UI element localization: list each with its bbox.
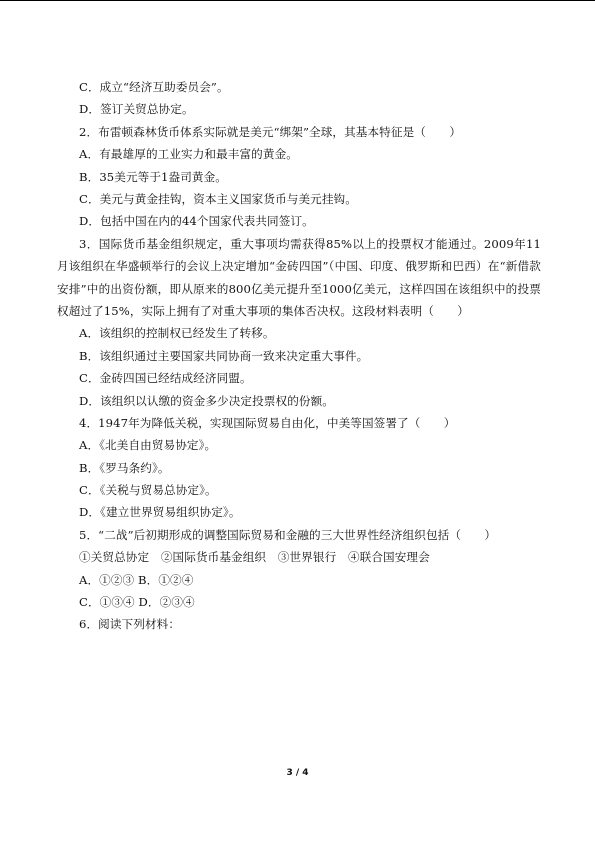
document-body xyxy=(57,76,541,636)
option-line: C．美元与黄金挂钩，资本主义国家货币与美元挂钩。 xyxy=(79,191,357,206)
option-line: B．35美元等于1盎司黄金。 xyxy=(79,169,227,184)
option-line: B．《罗马条约》。 xyxy=(79,460,170,475)
top-rule xyxy=(0,0,595,1)
question-6: 6．阅读下列材料： xyxy=(79,617,181,632)
question-2: 2．布雷顿森林货币体系实际就是美元“绑架”全球，其基本特征是（ ） xyxy=(79,124,462,139)
option-line: D．签订关贸总协定。 xyxy=(79,102,194,117)
option-line: C．《关税与贸易总协定》。 xyxy=(79,483,217,498)
option-line: A．①②③ B．①②④ xyxy=(79,572,194,587)
option-line: B．该组织通过主要国家共同协商一致来决定重大事件。 xyxy=(79,348,369,363)
option-line: D．《建立世界贸易组织协定》。 xyxy=(79,505,241,520)
option-line: C．金砖四国已经结成经济同盟。 xyxy=(79,371,252,386)
option-line: D．该组织以认缴的资金多少决定投票权的份额。 xyxy=(79,393,334,408)
question-4: 4．1947年为降低关税，实现国际贸易自由化，中美等国签署了（ ） xyxy=(79,415,456,430)
question-3: 3．国际货币基金组织规定，重大事项均需获得85%以上的投票权才能通过。2009年11月该组织在华盛顿举行的会议上决定增加“金砖四国”（中国、印度、俄罗斯和巴西）在“新借款安排”中的出资份额，即从原来的800亿美元提升至1000亿美元，这样四国在该组织中的投票权超过了15%，实际上拥有了对重大事项的集体否决权。这段材料表明（ ） xyxy=(57,236,541,318)
question-5: 5．“二战”后初期形成的调整国际贸易和金融的三大世界性经济组织包括（ ） xyxy=(79,527,497,542)
option-line: C．成立“经济互助委员会”。 xyxy=(79,80,229,94)
option-line: A．有最雄厚的工业实力和最丰富的黄金。 xyxy=(79,147,298,162)
option-line: A．《北美自由贸易协定》。 xyxy=(79,438,217,453)
page-number: 3 / 4 xyxy=(286,768,309,778)
option-line: C．①③④ D．②③④ xyxy=(79,595,195,610)
option-line: D．包括中国在内的44个国家代表共同签订。 xyxy=(79,214,314,229)
option-line: A．该组织的控制权已经发生了转移。 xyxy=(79,326,275,341)
item-list: ①关贸总协定 ②国际货币基金组织 ③世界银行 ④联合国安理会 xyxy=(79,550,430,565)
